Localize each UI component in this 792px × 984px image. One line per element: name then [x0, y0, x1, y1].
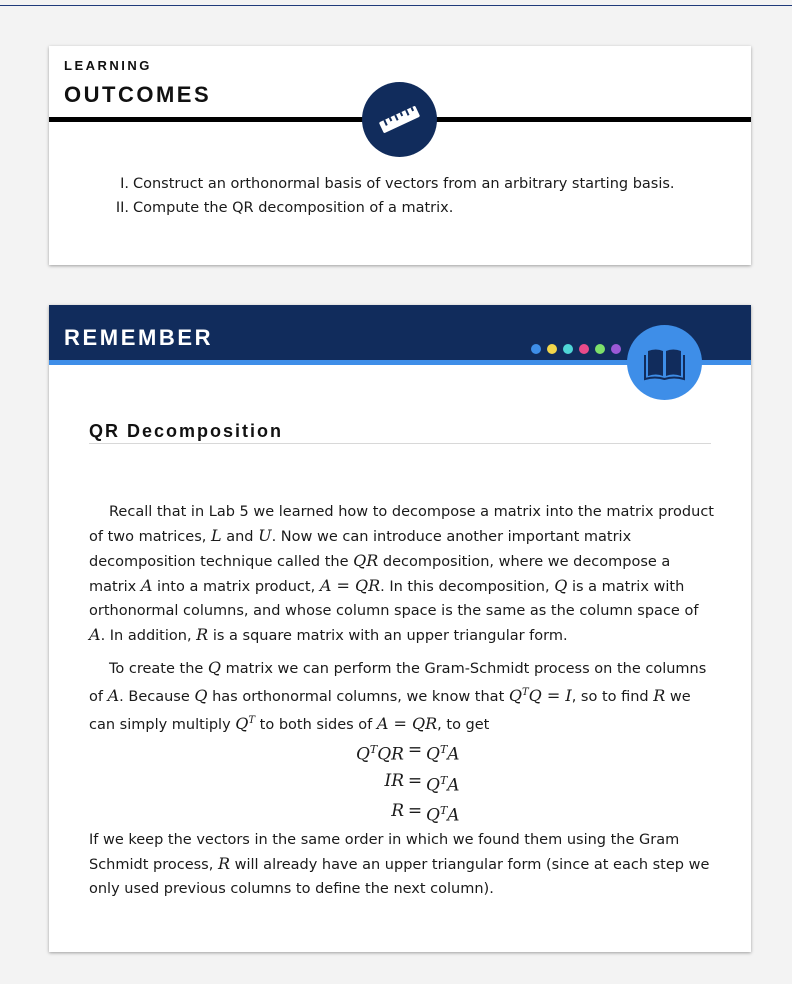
remember-title: REMEMBER [64, 325, 214, 350]
book-icon [627, 325, 702, 400]
paragraph-3: If we keep the vectors in the same order in which we found them using the Gram Schmidt process, R will already have an upper triangular form (since at each step we only used previous columns to define the next column). [89, 832, 710, 897]
equation-row: R = $Q^TA$ [391, 801, 460, 826]
remember-card [49, 305, 751, 952]
color-dot [595, 344, 605, 354]
outcomes-title: OUTCOMES [64, 82, 212, 107]
equation-block [329, 737, 469, 829]
color-dot [531, 344, 541, 354]
color-dot [563, 344, 573, 354]
color-dot [611, 344, 621, 354]
color-dot [579, 344, 589, 354]
top-rule [0, 5, 792, 6]
paragraph-2: To create the Q matrix we can perform the Gram-Schmidt process on the columns of A. Because Q has orthonormal columns, we know that $Q^TQ = I$, so to find R we can simply multiply $Q^T$ to both sides of A = QR, to get [89, 658, 707, 733]
learning-outcomes-card [49, 46, 751, 265]
outcomes-kicker: LEARNING [64, 58, 152, 73]
list-item: I. Construct an orthonormal basis of vectors from an arbitrary starting basis. [120, 176, 675, 192]
paragraph-1: Recall that in Lab 5 we learned how to decompose a matrix into the matrix product of two matrices, L and U. Now we can introduce another important matrix decomposition technique called the QR decomposition, where we decompose a matrix A into a matrix product, A = QR. In this decomposition, Q is a matrix with orthonormal columns, and whose column space is the same as the column space of A. In addition, R is a square matrix with an upper triangular form. [89, 504, 714, 644]
outcomes-badge [362, 82, 437, 157]
section-title: QR Decomposition [89, 421, 284, 441]
section-divider [89, 443, 711, 444]
list-item: II. Compute the QR decomposition of a matrix. [115, 200, 454, 216]
equation-row: $Q^TQR$ = $Q^TA$ [355, 740, 460, 765]
remember-badge [627, 325, 702, 400]
color-dot [547, 344, 557, 354]
ruler-icon [362, 82, 437, 157]
equation-row: IR = $Q^TA$ [384, 770, 460, 796]
outcomes-list [111, 172, 731, 220]
